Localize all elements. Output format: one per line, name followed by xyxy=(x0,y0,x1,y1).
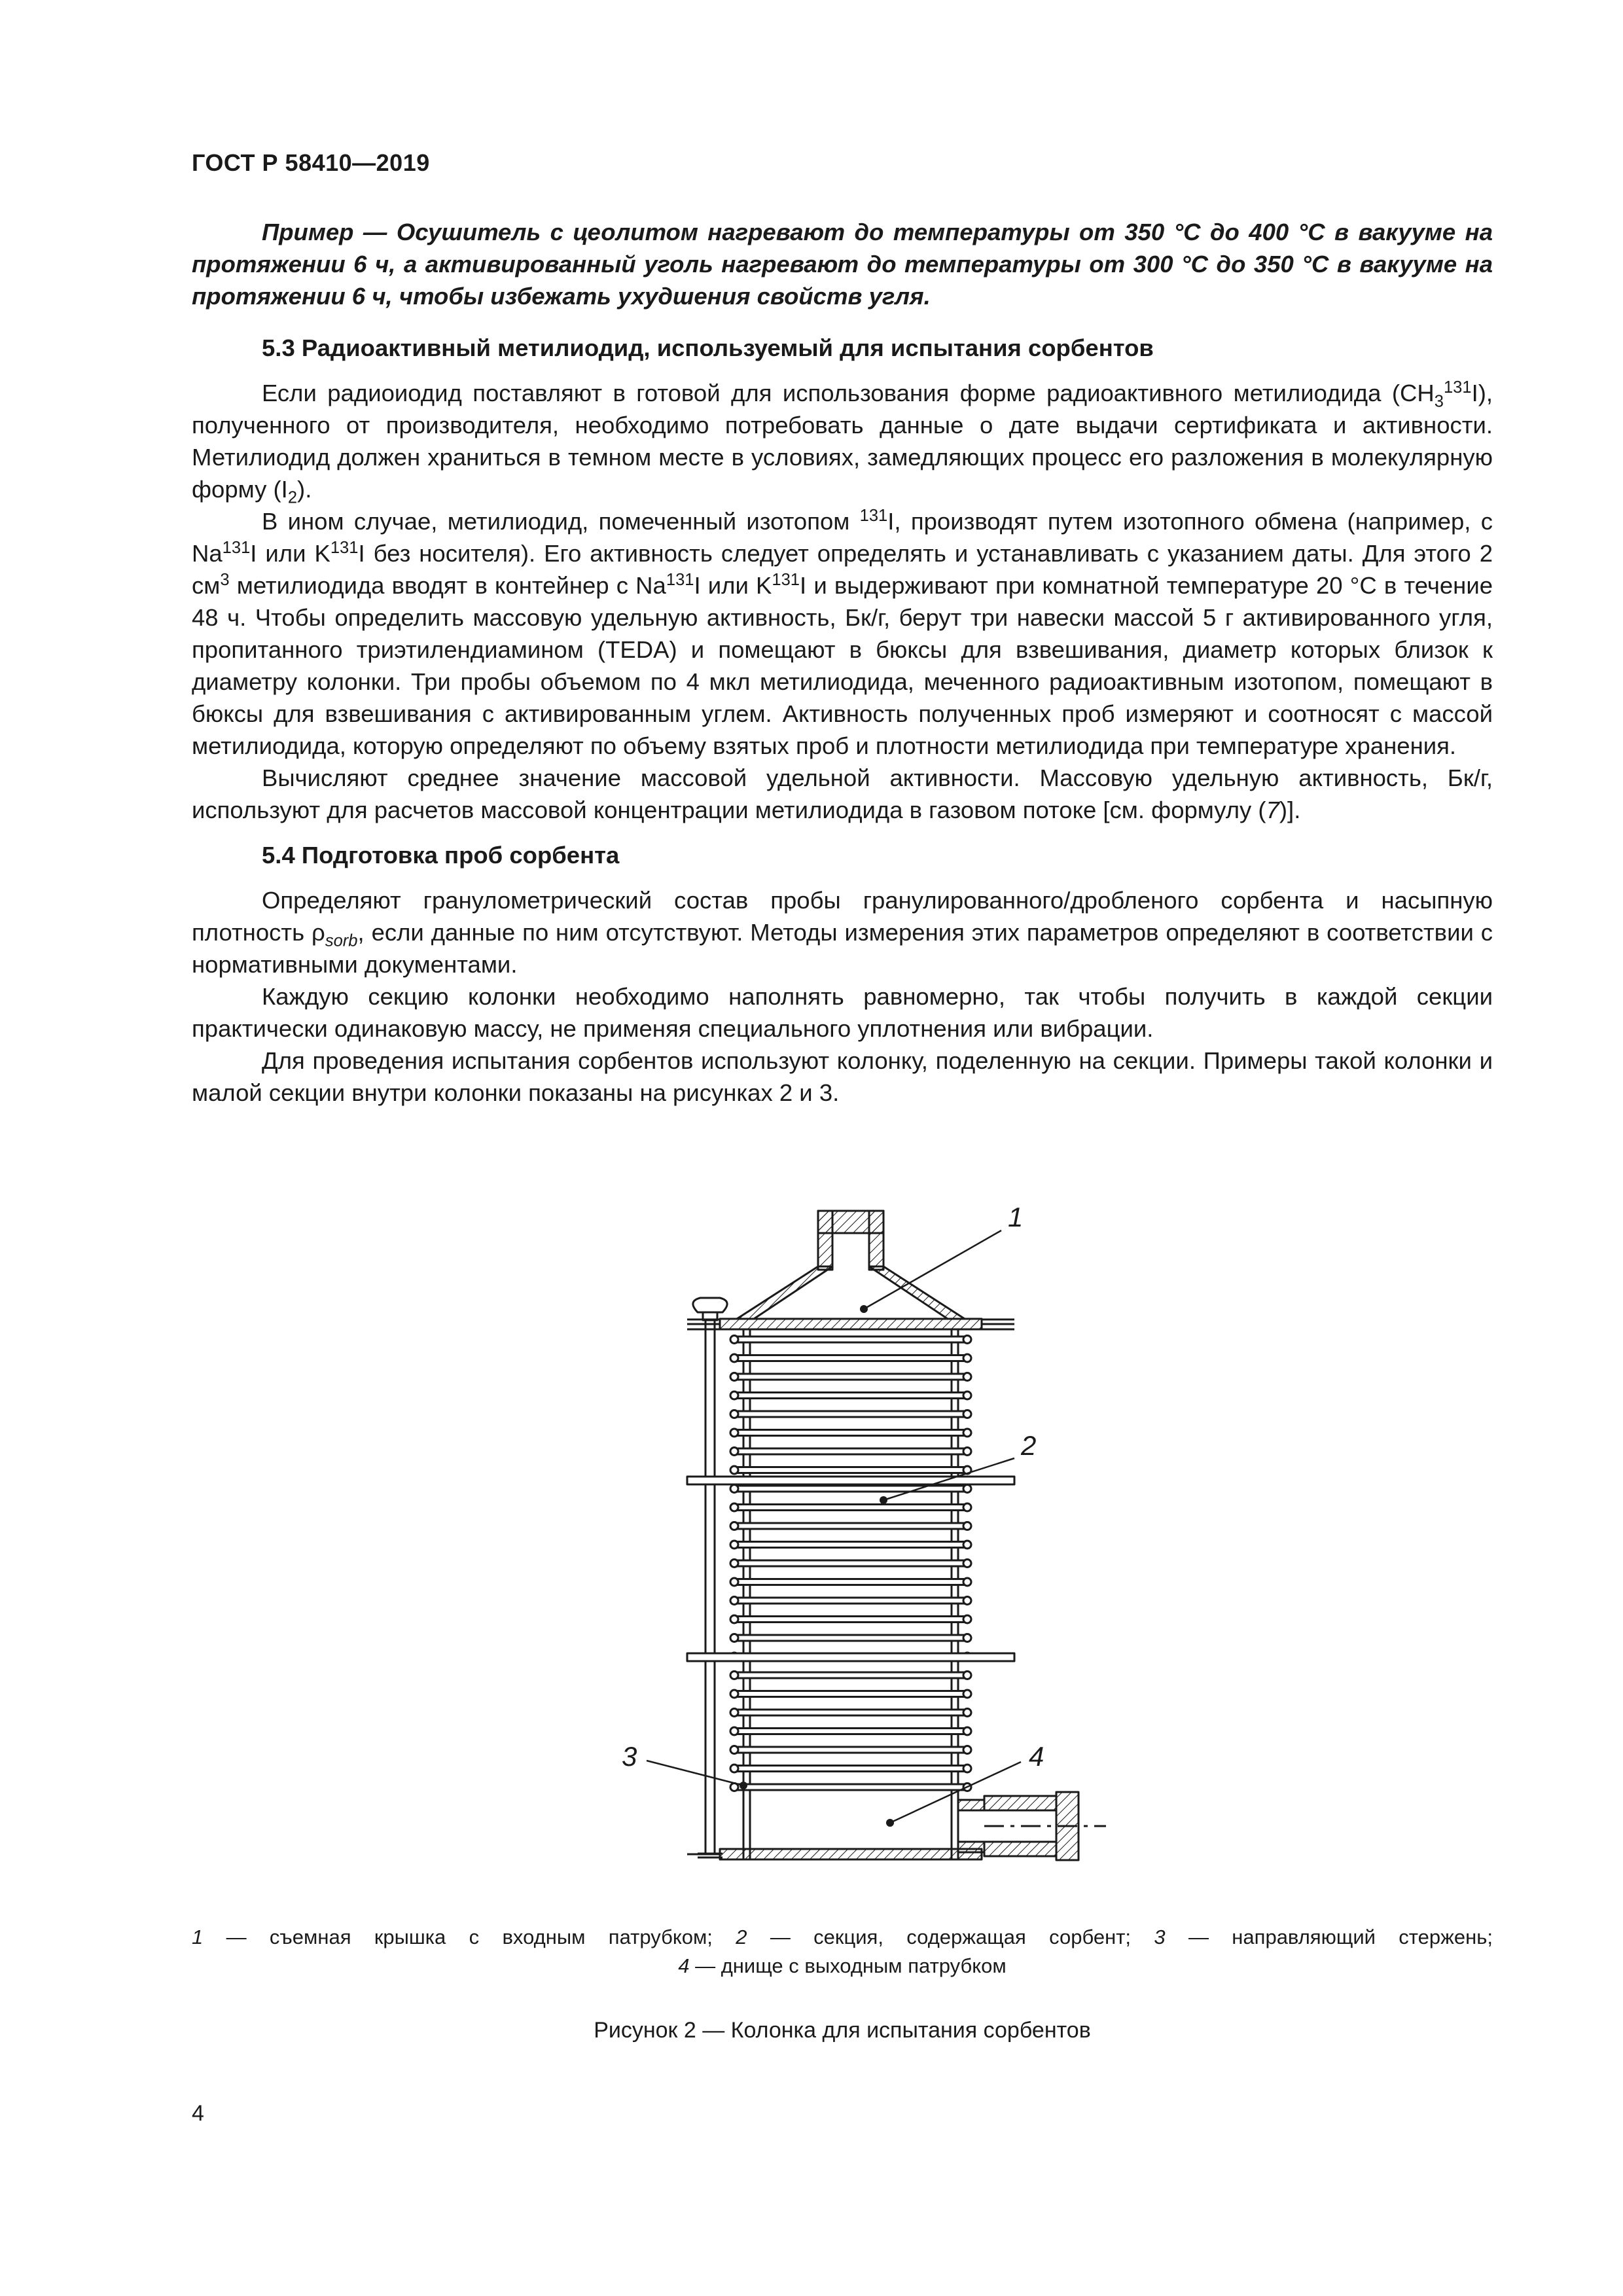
ring-bolt xyxy=(963,1560,971,1568)
ring-bolt xyxy=(730,1336,738,1344)
document-header: ГОСТ Р 58410—2019 xyxy=(192,149,430,176)
ring-bolt xyxy=(963,1672,971,1679)
section-ring xyxy=(737,1691,965,1697)
ring-bolt xyxy=(730,1522,738,1530)
ring-bolt xyxy=(963,1615,971,1623)
ring-bolt xyxy=(963,1354,971,1362)
ring-bolt xyxy=(963,1448,971,1456)
section-ring xyxy=(737,1393,965,1399)
section-ring xyxy=(737,1784,965,1790)
ring-bolt xyxy=(730,1354,738,1362)
section-rings xyxy=(687,1336,1014,1791)
paragraph-5-4-2: Каждую секцию колонки необходимо наполнять равномерно, так чтобы получить в каждой секции практически одинаковую массу, не применяя специального уплотнения или вибрации. xyxy=(192,983,1493,1042)
ring-bolt xyxy=(730,1560,738,1568)
section-ring xyxy=(737,1448,965,1454)
ring-bolt xyxy=(963,1746,971,1754)
ring-bolt xyxy=(730,1373,738,1381)
section-ring xyxy=(737,1505,965,1511)
figure-legend-line-1: 1 — съемная крышка с входным патрубком; 2 — секция, содержащая сорбент; 3 — направляющий стержень; xyxy=(192,1926,1493,1948)
callout-2: 2 xyxy=(1021,1430,1037,1461)
column-body xyxy=(743,1329,958,1859)
section-ring xyxy=(737,1598,965,1604)
callout-3: 3 xyxy=(622,1741,637,1772)
section-ring xyxy=(737,1710,965,1715)
ring-bolt xyxy=(963,1727,971,1735)
ring-bolt xyxy=(730,1541,738,1549)
ring-bolt xyxy=(730,1672,738,1679)
ring-bolt xyxy=(730,1727,738,1735)
ring-bolt xyxy=(730,1410,738,1418)
section-heading-5-3: 5.3 Радиоактивный метилиодид, используемый для испытания сорбентов xyxy=(262,334,1154,361)
figure-caption: Рисунок 2 — Колонка для испытания сорбентов xyxy=(594,2018,1091,2043)
ring-bolt xyxy=(730,1634,738,1642)
column-diagram xyxy=(589,1191,1178,1892)
section-ring xyxy=(737,1635,965,1641)
section-ring xyxy=(737,1542,965,1548)
flange-plate xyxy=(687,1477,1014,1484)
ring-bolt xyxy=(963,1541,971,1549)
figure-legend-line-2: 4 — днище с выходным патрубком xyxy=(678,1954,1007,1977)
ring-bolt xyxy=(730,1690,738,1698)
section-ring xyxy=(737,1579,965,1585)
ring-bolt xyxy=(730,1429,738,1437)
ring-bolt xyxy=(730,1578,738,1586)
section-ring xyxy=(737,1523,965,1529)
section-heading-5-4: 5.4 Подготовка проб сорбента xyxy=(262,842,620,869)
section-ring xyxy=(737,1672,965,1678)
removable-cover xyxy=(687,1266,1014,1329)
paragraph-5-3-2: В ином случае, метилиодид, помеченный изотопом $^{131}$I, производят путем изотопного обмена (например, с Na$^{131}$I или $K^{131}I$ без носителя). Его активность следует определять и устанавливать с указанием даты. Для этого 2 $см^3$ метилиодида вводят в контейнер с Na$^{131}$I или $K^{131}I$ и выдерживают при комнатной температуре 20 °С в течение 48 ч. Чтобы определить массовую удельную активность, Бк/г, берут три навески массой 5 г активированного угля, пропитанного триэтилендиамином (TEDA) и помещают в бюксы для взвешивания, диаметр которых близок к диаметру колонки. Три пробы объемом по 4 мкл метилиодида, меченного радиоактивным изотопом, помещают в бюксы для взвешивания с активированным углем. Активность полученных проб измеряют и соотносят с массой метилиодида, которую определяют по объему взятых проб и плотности метилиодида при температуре хранения. xyxy=(192,506,1493,759)
section-ring xyxy=(737,1729,965,1734)
callout-4: 4 xyxy=(1029,1741,1044,1772)
example-note: Пример — Осушитель с цеолитом нагревают до температуры от 350 °С до 400 °С в вакууме на протяжении 6 ч, а активированный уголь нагревают до температуры от 300 °С до 350 °С в вакууме на протяжении 6 ч, чтобы избежать ухудшения свойств угля. xyxy=(192,219,1493,310)
ring-bolt xyxy=(963,1373,971,1381)
ring-bolt xyxy=(963,1597,971,1605)
ring-bolt xyxy=(963,1709,971,1717)
ring-bolt xyxy=(730,1448,738,1456)
ring-bolt xyxy=(730,1615,738,1623)
ring-bolt xyxy=(963,1634,971,1642)
ring-bolt xyxy=(730,1503,738,1511)
ring-bolt xyxy=(963,1690,971,1698)
ring-bolt xyxy=(963,1578,971,1586)
ring-bolt xyxy=(730,1709,738,1717)
ring-bolt xyxy=(963,1429,971,1437)
ring-bolt xyxy=(963,1503,971,1511)
ring-bolt xyxy=(730,1765,738,1772)
flange-plate xyxy=(687,1653,1014,1661)
ring-bolt xyxy=(730,1466,738,1474)
paragraph-5-3-1: Если радиоиодид поставляют в готовой для использования форме радиоактивного метилиодида $(CH_3^{131}I)$, полученного от производителя, необходимо потребовать данные о дате выдачи сертификата и активности. Метилиодид должен храниться в темном месте в условиях, замедляющих процесс его разложения в молекулярную форму $(I_2)$. xyxy=(192,378,1493,507)
section-ring xyxy=(737,1355,965,1361)
ring-bolt xyxy=(730,1391,738,1399)
ring-bolt xyxy=(730,1746,738,1754)
section-ring xyxy=(737,1617,965,1623)
callout-1: 1 xyxy=(1008,1202,1024,1232)
ring-bolt xyxy=(963,1410,971,1418)
ring-bolt xyxy=(730,1597,738,1605)
section-ring xyxy=(737,1374,965,1380)
ring-bolt xyxy=(963,1522,971,1530)
section-ring xyxy=(737,1336,965,1342)
paragraph-5-3-3: Вычисляют среднее значение массовой удельной активности. Массовую удельную активность, Бк/г, используют для расчетов массовой концентрации метилиодида в газовом потоке [см. формулу (7)]. xyxy=(192,764,1493,823)
paragraph-5-4-3: Для проведения испытания сорбентов используют колонку, поделенную на секции. Примеры такой колонки и малой секции внутри колонки показаны на рисунках 2 и 3. xyxy=(192,1047,1493,1106)
inlet-nipple xyxy=(818,1211,883,1270)
ring-bolt xyxy=(730,1485,738,1493)
section-ring xyxy=(737,1766,965,1772)
ring-bolt xyxy=(963,1765,971,1772)
section-ring xyxy=(737,1467,965,1473)
section-ring xyxy=(737,1411,965,1417)
section-ring xyxy=(737,1747,965,1753)
page-number: 4 xyxy=(192,2101,204,2126)
paragraph-5-4-1: Определяют гранулометрический состав пробы гранулированного/дробленого сорбента и насыпную плотность $\rho_{sorb}$, если данные по ним отсутствуют. Методы измерения этих параметров определяют в соответствии с нормативными документами. xyxy=(192,887,1493,978)
section-ring xyxy=(737,1486,965,1492)
section-ring xyxy=(737,1430,965,1436)
figure-column-drawing xyxy=(589,1191,1178,1892)
document-body xyxy=(192,216,1493,1109)
section-ring xyxy=(737,1560,965,1566)
ring-bolt xyxy=(963,1391,971,1399)
ring-bolt xyxy=(963,1336,971,1344)
ring-bolt xyxy=(963,1485,971,1493)
